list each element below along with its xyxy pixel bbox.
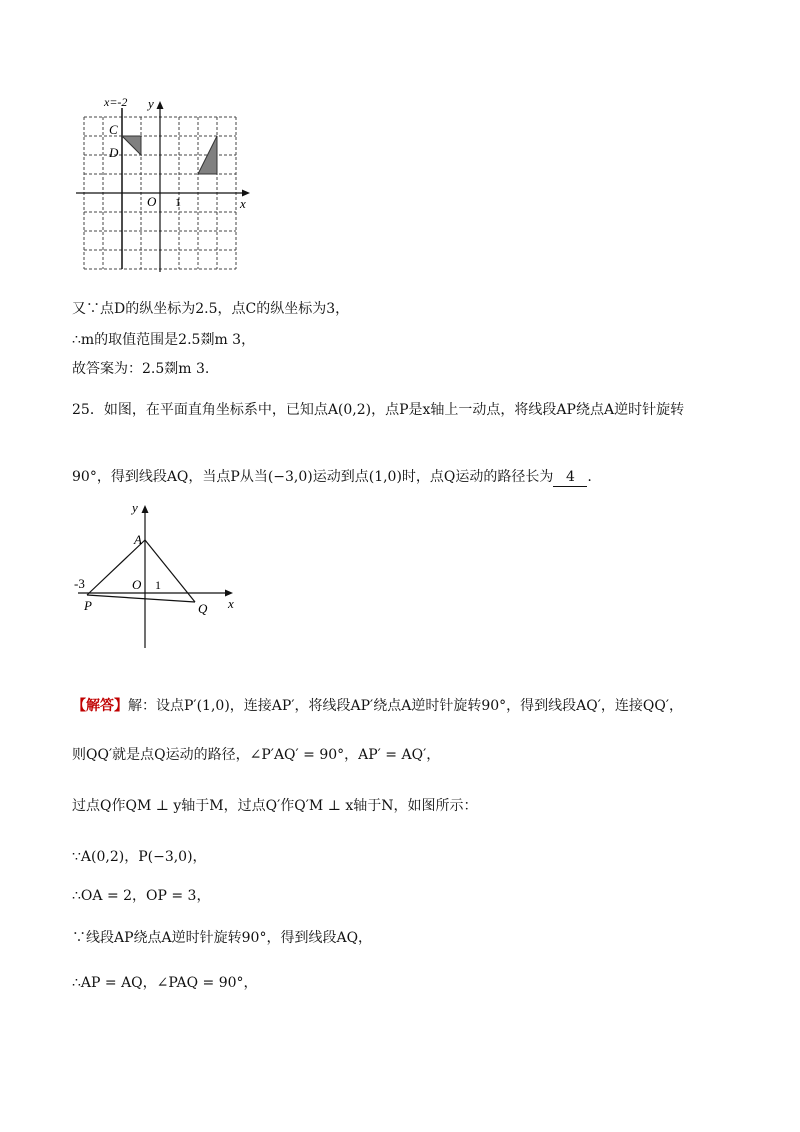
label-y-axis: y [132,500,138,515]
solution-line-7: ∴AP = AQ，∠PAQ = 90°， [72,975,258,991]
label-origin: O [132,577,142,592]
answer-blank: 4 [553,468,587,487]
solution-line-3: 过点Q作QM ⊥ y轴于M，过点Q′作Q′M ⊥ x轴于N，如图所示： [72,798,478,814]
solution-line-2: 则QQ′就是点Q运动的路径，∠P′AQ′ = 90°，AP′ = AQ′， [72,747,441,763]
label-neg-three: -3 [74,576,85,591]
solution-line-1 [72,697,683,715]
label-one: 1 [175,195,181,209]
label-point-d: D [109,145,119,160]
solution-tag: 【解答】 [72,698,128,714]
solution-line-5: ∴OA = 2，OP = 3， [72,888,211,904]
problem-25-line-2-end: . [587,469,592,485]
label-point-p: P [84,598,92,613]
solution-line-6: ∵线段AP绕点A逆时针旋转90°，得到线段AQ， [72,930,373,946]
grid-figure [70,92,255,274]
label-y-axis: y [148,96,154,111]
problem-25-line-2 [72,468,592,487]
label-x-axis: x [240,196,246,211]
y-axis-arrow [157,101,164,109]
segment-pq [87,595,195,602]
label-point-c: C [109,122,118,137]
label-one: 1 [155,578,161,592]
label-point-q: Q [198,601,208,616]
label-line-x: x=-2 [104,95,128,109]
solution-top-line-1: 又∵点D的纵坐标为2.5，点C的纵坐标为3， [72,301,350,317]
label-x-axis: x [228,596,234,611]
problem-25-line-1: 25．如图，在平面直角坐标系中，已知点A(0,2)，点P是x轴上一动点，将线段AP绕点A逆时针旋转 [72,402,685,418]
y-axis-arrow [142,505,149,513]
solution-top-line-2: ∴m的取值范围是2.5剟m 3， [72,332,256,348]
label-origin: O [147,194,157,209]
label-point-a: A [134,532,142,547]
rotation-figure [70,496,250,656]
problem-25-line-2-text: 90°，得到线段AQ，当点P从当(−3,0)运动到点(1,0)时，点Q运动的路径长为 [72,469,554,485]
solution-line-4: ∵A(0,2)，P(−3,0)， [72,849,207,865]
solution-line-1-text: 解：设点P′(1,0)，连接AP′，将线段AP′绕点A逆时针旋转90°，得到线段AQ′，连接QQ′， [128,698,684,714]
solution-top-line-3: 故答案为：2.5剟m 3. [72,361,210,377]
triangle-cd [122,136,141,155]
